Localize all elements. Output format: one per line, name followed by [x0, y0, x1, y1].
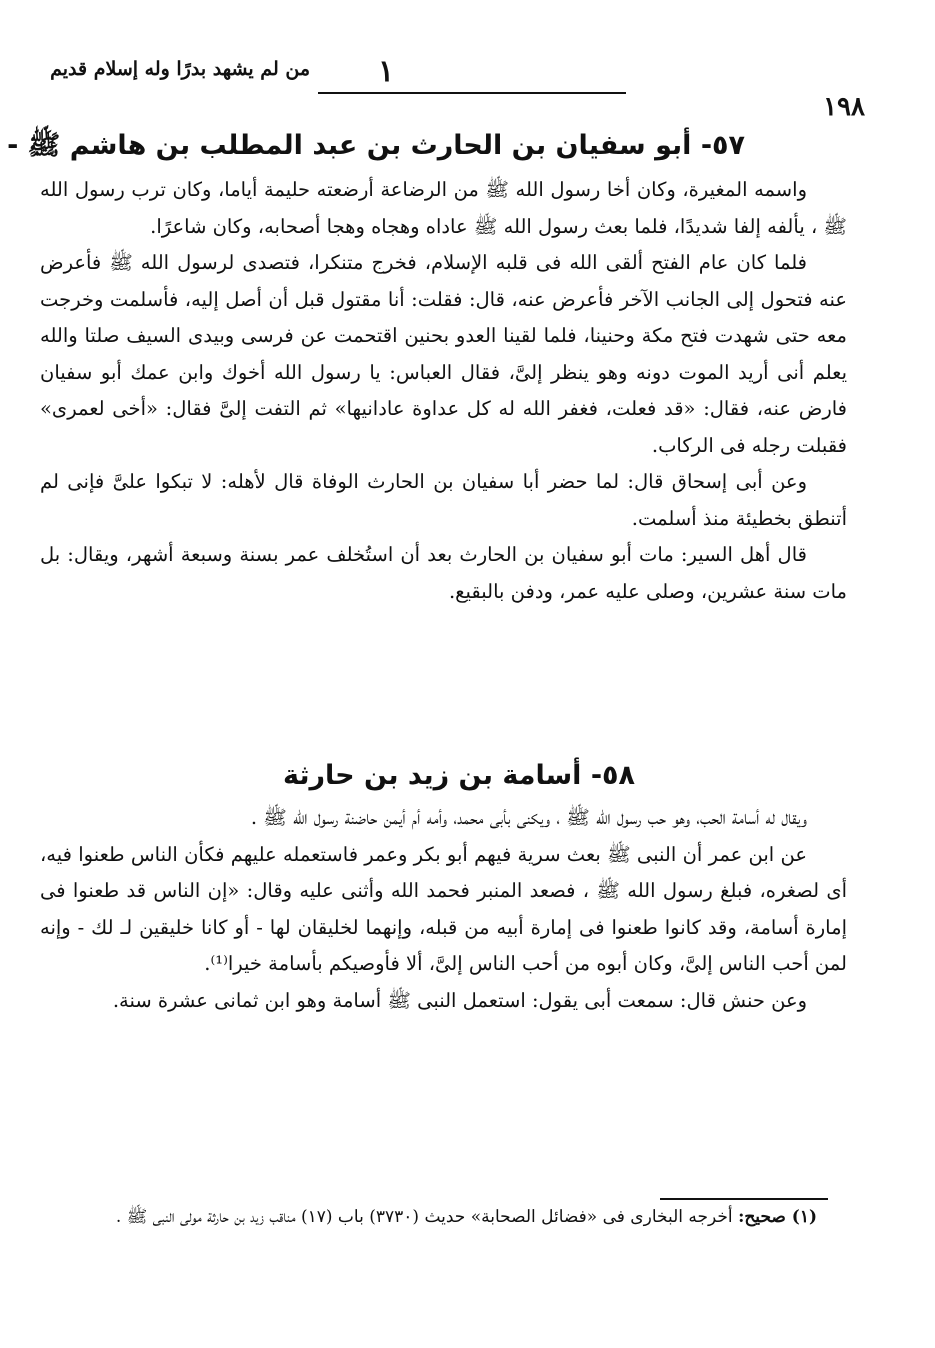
running-header: من لم يشهد بدرًا وله إسلام قديم [50, 58, 310, 80]
section-57-body [40, 172, 847, 610]
header-rule [318, 92, 626, 94]
header-mark: ١ [378, 54, 395, 89]
section-57-paragraph-1: واسمه المغيرة، وكان أخا رسول الله ﷺ من الرضاعة أرضعته حليمة أياما، وكان ترب رسول الله ﷺ ، يألفه إلفا شديدًا، فلما بعث رسول الله ﷺ عاداه وهجاه وهجا أصحابه، وكان شاعرًا. [40, 178, 847, 238]
footnote-text: أخرجه البخارى فى «فضائل الصحابة» حديث (٣٧٣٠) باب (١٧) مناقب زيد بن حارثة مولى النبى ﷺ . [115, 1207, 733, 1227]
section-58-body [40, 800, 847, 1019]
page-number: ١٩٨ [823, 92, 865, 122]
section-57-paragraph-3: وعن أبى إسحاق قال: لما حضر أبا سفيان بن الحارث الوفاة قال لأهله: لا تبكوا علىَّ فإنى لم أتنطق بخطيئة منذ أسلمت. [40, 470, 847, 530]
section-58-paragraph-2: عن ابن عمر أن النبى ﷺ بعث سرية فيهم أبو بكر وعمر فاستعمله عليهم فكأن الناس طعنوا فيه، أى لصغره، فبلغ رسول الله ﷺ ، فصعد المنبر فحمد الله وأثنى عليه وقال: «إن الناس قد طعنوا فى إمارة أسامة، وقد كانوا طعنوا فى إمارة أبيه من قبله، وإنهما لخليقان لها - أو كانا خليقين لـ لك - وإنه لمن أحب الناس إلىَّ، وكان أبوه من أحب الناس إلىَّ، ألا فأوصيكم بأسامة خيرا⁽¹⁾. [40, 842, 847, 975]
section-57-paragraph-4: قال أهل السير: مات أبو سفيان بن الحارث بعد أن استُخلف عمر بسنة وسبعة أشهر، ويقال: بل مات سنة عشرين، وصلى عليه عمر، ودفن بالبقيع. [40, 543, 847, 603]
section-57-paragraph-2: فلما كان عام الفتح ألقى الله فى قلبه الإسلام، فخرج متنكرا، فتصدى لرسول الله ﷺ فأعرض عنه فتحول إلى الجانب الآخر فأعرض عنه، قال: فقلت: أنا مقتول قبل أن أصل إليه، فأسلمت وخرجت معه حتى شهدت فتح مكة وحنينا، فلما لقينا العدو بحنين اقتحمت عن فرسى وبيدى السيف صلتا والله يعلم أنى أريد الموت دونه وهو ينظر إلىَّ، فقال العباس: يا رسول الله أخوك وابن عمك أبو سفيان فارض عنه، فقال: «قد فعلت، فغفر الله له كل عداوة عادانيها» ثم التفت إلىَّ فقال: «أخى لعمرى» فقبلت رجله فى الركاب. [40, 251, 847, 457]
footnote [28, 1200, 817, 1234]
section-58-paragraph-3: وعن حنش قال: سمعت أبى يقول: استعمل النبى ﷺ أسامة وهو ابن ثمانى عشرة سنة. [112, 988, 807, 1012]
footnote-label: (١) صحيح: [738, 1207, 817, 1227]
section-heading-58: ٥٨- أسامة بن زيد بن حارثة [282, 760, 635, 791]
section-heading-57: ٥٧- أبو سفيان بن الحارث بن عبد المطلب بن هاشم ﷺ - [7, 130, 745, 161]
section-58-paragraph-1: ويقال له أسامة الحب، وهو حب رسول الله ﷺ ، ويكنى بأبى محمد، وأمه أم أيمن حاضنة رسول الله ﷺ . [250, 806, 807, 829]
